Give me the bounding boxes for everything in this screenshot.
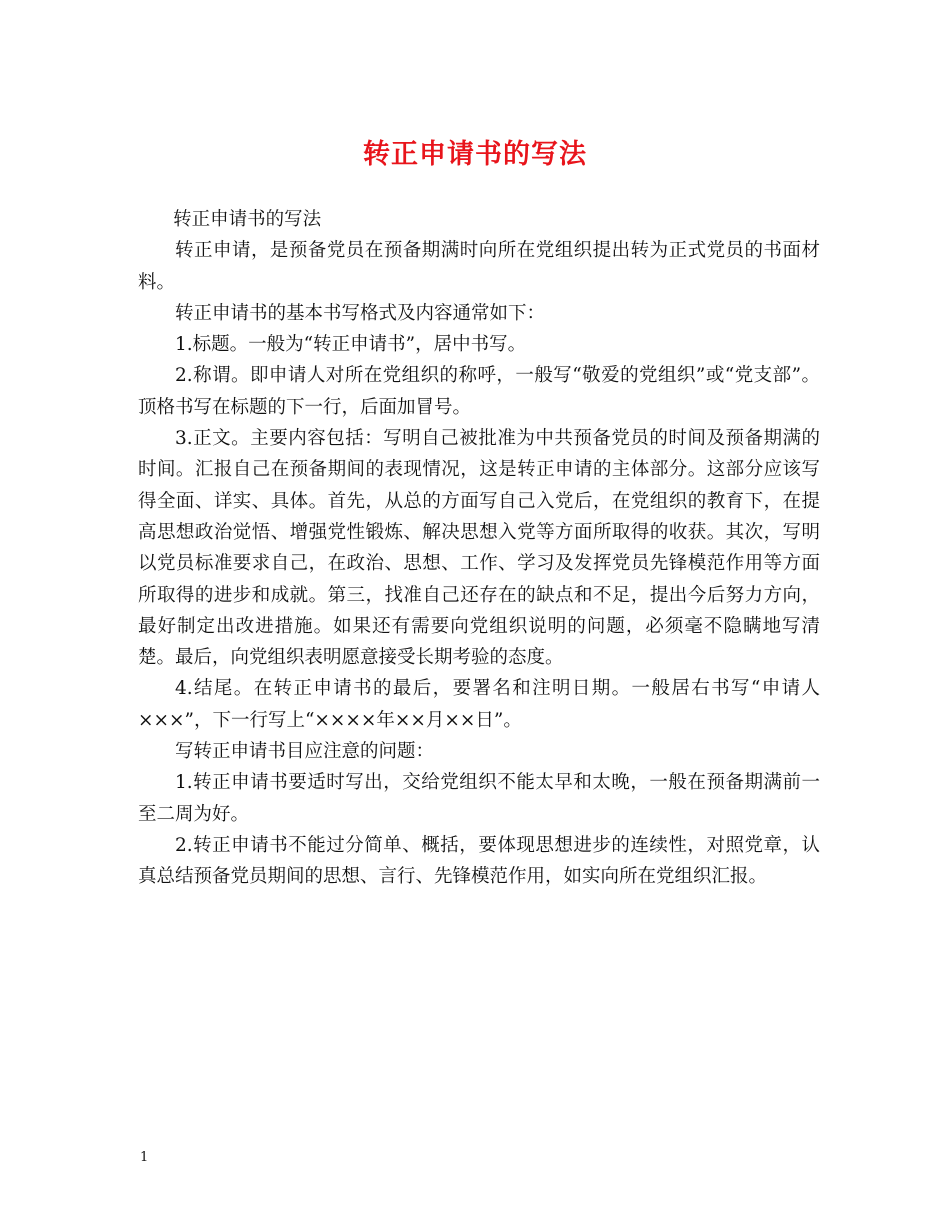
paragraph-item-ending: 4.结尾。在转正申请书的最后，要署名和注明日期。一般居右书写“申请人×××”，下一行写上“××××年××月××日”。 [138, 678, 820, 731]
paragraph-notes-intro: 写转正申请书目应注意的问题： [175, 741, 435, 763]
paragraph-item-body: 3.正文。主要内容包括：写明自己被批准为中共预备党员的时间及预备期满的时间。汇报自己在预备期间的表现情况，这是转正申请的主体部分。这部分应该写得全面、详实、具体。首先，从总的方面写自己入党后，在党组织的教育下，在提高思想政治觉悟、增强党性锻炼、解决思想入党等方面所取得的收获。其次，写明以党员标准要求自己，在政治、思想、工作、学习及发挥党员先锋模范作用等方面所取得的进步和成就。第三，找准自己还存在的缺点和不足，提出今后努力方向，最好制定出改进措施。如果还有需要向党组织说明的问题，必须毫不隐瞒地写清楚。最后，向党组织表明愿意接受长期考验的态度。 [138, 428, 820, 669]
paragraph-item-salutation: 2.称谓。即申请人对所在党组织的称呼，一般写“敬爱的党组织”或“党支部”。顶格书写在标题的下一行，后面加冒号。 [138, 365, 820, 418]
paragraph-note-2: 2.转正申请书不能过分简单、概括，要体现思想进步的连续性，对照党章，认真总结预备党员期间的思想、言行、先锋模范作用，如实向所在党组织汇报。 [138, 834, 820, 888]
paragraph-format-intro: 转正申请书的基本书写格式及内容通常如下： [175, 302, 546, 324]
paragraph-note-1: 1.转正申请书要适时写出，交给党组织不能太早和太晚，一般在预备期满前一至二周为好。 [138, 772, 820, 825]
paragraph-item-title: 1.标题。一般为“转正申请书”，居中书写。 [175, 334, 527, 356]
page-number: 1 [140, 1150, 149, 1165]
paragraph-definition: 转正申请，是预备党员在预备期满时向所在党组织提出转为正式党员的书面材料。 [138, 240, 820, 293]
paragraph-subtitle: 转正申请书的写法 [173, 209, 322, 230]
document-body [138, 204, 820, 893]
document-title: 转正申请书的写法 [363, 139, 587, 170]
